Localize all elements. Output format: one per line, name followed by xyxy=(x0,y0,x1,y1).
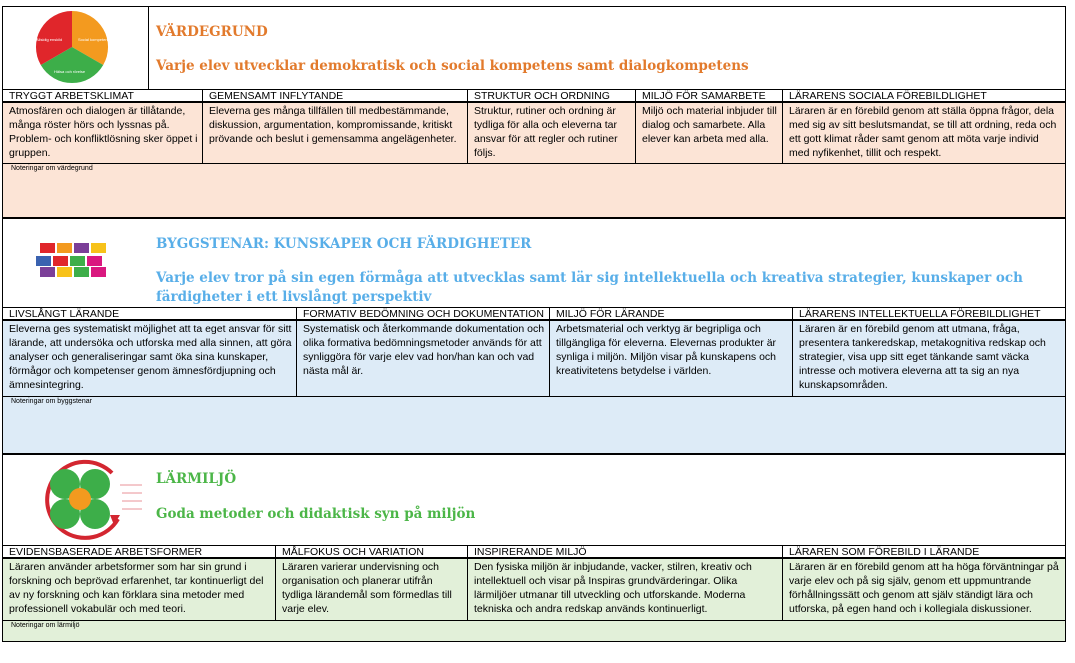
vg-body-0: Atmosfären och dialogen är tillåtande, många röster hörs och lyssnas på. Problem- och konfliktlösning sker öppet i gruppen. xyxy=(2,102,203,163)
vg-header-4: LÄRARENS SOCIALA FÖREBILDLIGHET xyxy=(782,89,1066,102)
byggstenar-logo xyxy=(36,240,118,278)
bs-header-2: MILJÖ FÖR LÄRANDE xyxy=(549,307,793,320)
byggstenar-heading: BYGGSTENAR: KUNSKAPER OCH FÄRDIGHETER xyxy=(156,236,532,252)
lm-body-3: Läraren är en förebild genom att ha höga förväntningar på varje elev och på sig själv, genom ett uppmuntrande förhållningssätt och genom att själv ständigt lära och utforska, på egen hand och i kollegiala diskussioner. xyxy=(782,558,1066,620)
vardegrund-notes[interactable] xyxy=(2,163,1066,218)
bs-header-0: LIVSLÅNGT LÄRANDE xyxy=(2,307,297,320)
vg-header-2: STRUKTUR OCH ORDNING xyxy=(467,89,636,102)
lm-body-2: Den fysiska miljön är inbjudande, vacker, stilren, kreativ och intellektuell och visar på Inspiras grundvärderingar. Olika lärmiljöer utmanar till utveckling och utforskande. Moderna tekniska och andra redskap används kontinuerligt. xyxy=(467,558,783,620)
byggstenar-subtitle: Varje elev tror på sin egen förmåga att utvecklas samt lär sig intellektuella och kreativa strategier, kunskaper och färdigheter i ett livslångt perspektiv xyxy=(156,270,1023,305)
vardegrund-notes-label: Noteringar om värdegrund xyxy=(11,165,93,172)
lm-body-0: Läraren använder arbetsformer som har sin grund i forskning och beprövad erfarenhet, tar kontinuerligt del av ny forskning och kan förklara sina metoder med professionell vokabulär och med teori. xyxy=(2,558,276,620)
bs-header-3: LÄRARENS INTELLEKTUELLA FÖREBILDLIGHET xyxy=(792,307,1066,320)
lm-header-2: INSPIRERANDE MILJÖ xyxy=(467,545,783,558)
lm-header-0: EVIDENSBASERADE ARBETSFORMER xyxy=(2,545,276,558)
vg-body-4: Läraren är en förebild genom att ställa öppna frågor, dela med sig av sitt beslutsmandat, se till att ordning, reda och ett gott klimat råder samt genom att möta varje individ med nyfikenhet, tillit och respekt. xyxy=(782,102,1066,163)
logo-text-3: Hälsa och rörelse xyxy=(54,69,86,74)
logo-text-2: Social kompetens xyxy=(78,37,110,42)
logo-text-1: Allsidig enskild xyxy=(36,37,63,42)
larmiljo-subtitle: Goda metoder och didaktisk syn på miljön xyxy=(156,506,476,522)
byggstenar-notes-label: Noteringar om byggstenar xyxy=(11,398,92,405)
larmiljo-notes-label: Noteringar om lärmiljö xyxy=(11,622,80,629)
lm-body-1: Läraren varierar undervisning och organisation och planerar utifrån tydliga lärandemål som förmedlas till varje elev. xyxy=(275,558,468,620)
byggstenar-notes[interactable] xyxy=(2,396,1066,454)
larmiljo-logo xyxy=(32,457,144,543)
vg-body-3: Miljö och material inbjuder till dialog och samarbete. Alla elever kan arbeta med alla. xyxy=(635,102,783,163)
vg-header-1: GEMENSAMT INFLYTANDE xyxy=(202,89,468,102)
vardegrund-title-divider xyxy=(148,6,149,89)
vg-header-0: TRYGGT ARBETSKLIMAT xyxy=(2,89,203,102)
vardegrund-logo xyxy=(30,9,114,85)
vardegrund-subtitle: Varje elev utvecklar demokratisk och social kompetens samt dialogkompetens xyxy=(156,58,749,74)
vg-body-1: Eleverna ges många tillfällen till medbestämmande, diskussion, argumentation, kompromissande, kritiskt prövande och beslut i gemensamma angelägenheter. xyxy=(202,102,468,163)
bs-body-2: Arbetsmaterial och verktyg är begripliga och tillgängliga för eleverna. Elevernas produkter är synliga i miljön. Miljön visar på kunskapens och kreativitetens betydelse i världen. xyxy=(549,320,793,396)
lm-header-1: MÅLFOKUS OCH VARIATION xyxy=(275,545,468,558)
bs-body-1: Systematisk och återkommande dokumentation och olika formativa bedömningsmetoder används för att synliggöra för varje elev vad hon/han kan och vad nästa mål är. xyxy=(296,320,550,396)
bs-body-3: Läraren är en förebild genom att utmana, fråga, presentera tankeredskap, metakognitiva redskap och strategier, visa upp sitt eget tänkande samt väcka intresse och motivera eleverna att ta sig an nya kunskapsområden. xyxy=(792,320,1066,396)
vg-body-2: Struktur, rutiner och ordning är tydliga för alla och eleverna tar ansvar för att regler och rutiner följs. xyxy=(467,102,636,163)
bs-header-1: FORMATIV BEDÖMNING OCH DOKUMENTATION xyxy=(296,307,550,320)
larmiljo-heading: LÄRMILJÖ xyxy=(156,471,237,487)
larmiljo-notes[interactable] xyxy=(2,620,1066,642)
vg-header-3: MILJÖ FÖR SAMARBETE xyxy=(635,89,783,102)
bs-body-0: Eleverna ges systematiskt möjlighet att ta eget ansvar för sitt lärande, att undersöka och utforska med alla sinnen, att göra analyser och generaliseringar samt öka sina kunskaper, förmågor och kompetenser genom ämnesfördjupning och ämnesintegring. xyxy=(2,320,297,396)
vardegrund-heading: VÄRDEGRUND xyxy=(156,24,268,40)
lm-header-3: LÄRAREN SOM FÖREBILD I LÄRANDE xyxy=(782,545,1066,558)
